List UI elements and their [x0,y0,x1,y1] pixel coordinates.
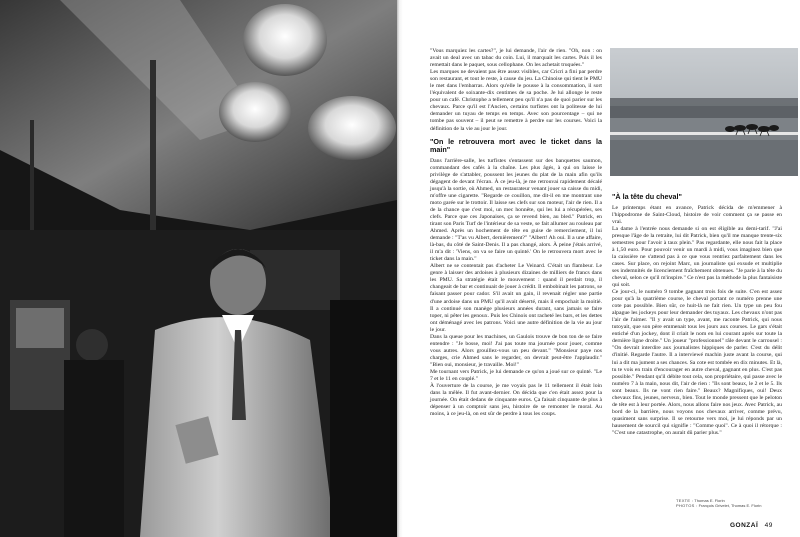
paragraph: Me tournant vers Patrick, je lui demande ce qu'on a joué sur ce quinté. "Le 7 et le 11 en couplé." [430,368,602,383]
bar-photograph-illustration [0,0,397,537]
race-photograph-illustration [610,48,798,176]
page-number: 49 [764,522,773,529]
article-credits [676,498,786,508]
magazine-name: GONZAÏ [730,522,759,529]
subheading-cheval: "À la tête du cheval" [612,192,682,201]
subheading-ticket: "On le retrouvera mort avec le ticket dans la main" [430,136,602,155]
paragraph: Dans l'arrière-salle, les turfistes s'entassent sur des banquettes saumon, commandant des cafés à la chaîne. Les plus âgés, à qui on laisse le privilège de s'attabler, poussent les jeunes du plat de la main afin qu'ils dégagent de devant l'écran. À ce jeu-là, je me retrouvai rapidement décalé jusqu'à la sortie, où Ahmed, un restaurateur venant jouer sa caisse du midi, m'offre une cigarette. "Regarde ce couillon, me dit-il en me montrant une moto garée sur le trottoir. Il laisse ses clefs sur son moteur, l'air de rien. Il a de la chance que c'est moi, un mec honnête, qui les lui a récupérées, ses clefs. Parce que ces Japonaises, ça se revend bien, au bled." Patrick, en tirant son Paris Turf de l'intérieur de sa veste, se fait allumer au rouleau par Ahmed. Après un hochement de tête en guise de remerciement, il lui demande : "T'as vu Albert, dernièrement?" "Albert! Ah oui. Il a une affaire, là-bas, du côté de Saint-Denis. Il a pas changé, alors. À peine j'étais arrivé, il m'a dit : 'Viens, on va se faire un quinté.' On le retrouvera mort avec le ticket dans la main." [430,157,602,263]
paragraph: "Vous marquiez les cartes?", je lui demande, l'air de rien. "Oh, non : on avait un deal avec un tabac du coin. Lui, il marquait les cartes. Puis il les remettait dans le paquet, sous cellophane. On les achetait truquées." [430,48,602,69]
paragraph: Le printemps étant en avance, Patrick décida de m'emmener à l'hippodrome de Saint-Cloud, histoire de voir comment ça se passe en vrai. [612,204,782,225]
credit-text-author: Thomas E. Florin [694,498,725,503]
paragraph: Albert ne se contentait pas d'acheter Le Veinard. C'était un flambeur. Le genre à laisser des ardoises à plusieurs dizaines de milliers de francs dans les PMU. Sa stratégie était le mouvement : quand il perdait trop, il changeait de bar et continuait de jouer à crédit. Il embobinait les patrons, se faisant passer pour cador. S'il avait un gain, il revenait régler une partie d'une ardoise dans un PMU qu'il avait déserté, mais il empochait la moitié. Il a continué son manège plusieurs années durant, sans jamais se faire toper, ni pêter les genoux. Puis les Chinois ont racheté les bars, et les dettes ont déménagé avec les patrons. Voici une autre définition de la vie au jour le jour. [430,263,602,333]
credit-photo-label: PHOTOS : [676,503,698,508]
race-photograph [610,48,798,176]
credit-photo-line [676,503,786,508]
paragraph: La dame à l'entrée nous demande si on est éligible au demi-tarif. "J'ai presque l'âge de la retraite, lui dit Patrick, bien qu'il me manque trente-six semestres pour l'avoir à taux plein." Pas regardante, elle nous fait la place à 1,50 euro. Pour pouvoir venir un mardi à midi, vous imaginez bien que la caissière ne s'attend pas à ce que vous rentriez parfaitement dans les cases. Sur place, on rejoint Marc, un journaliste qui exsude et multiplie ses indemnités de licenciement fraîchement obtenues. "Je parie à la tête du cheval, selon ce qu'il m'inspire." Ce n'est pas la méthode la plus fantaisiste qui soit. [612,225,782,289]
text-column-2 [612,188,782,437]
page-folio [730,522,773,529]
paragraph: Les marques ne devaient pas être assez visibles, car Cricri a fini par perdre son restaurant, et tout le reste, à cause du jeu. La Chinoise qui tient le PMU le met dans l'embarras. Alors qu'elle le pousse à la consommation, il sort l'équivalent de soixante-dix centimes de sa poche. Je lui allonge le reste pour un café. Christophe a tellement peu qu'il n'a pas de quoi parier sur les chevaux. Parce qu'il est l'Ancien, certains turfistes ont la politesse de lui demander un tuyau de temps en temps. Avec son pourcentage – qui ne tombe pas souvent – il peut se remettre à perdre sur les courses. Voici la définition de la vie au jour le jour. [430,69,602,132]
text-column-1 [430,48,602,418]
paragraph: À l'ouverture de la course, je me voyais pas le 11 tellement il était loin dans la mêlée. Il fut avant-dernier. On décida que c'en était assez pour la journée. On était dedans de cinquante euros. Ça faisait cinquante de plus à dépenser à un comptoir sans jeu, histoire de se remonter le moral. Au moins, à ce jeu-là, on est sûr de perdre à tous les coups. [430,383,602,418]
credit-photo-author: François Grivelet, Thomas E. Florin [698,503,762,508]
paragraph: Dans la queue pour les machines, un Gaulois trouve de bon ton de se faire entendre : "Je bosse, moi! J'ai pas toute ma journée pour jouer, comme vous autres. Alors grouillez-vous un peu devant." "Monsieur paye nos charges, crie Ahmed sans le regarder, on devrait peut-être l'applaudir." "Bien oui, monsieur, je travaille. Moi!" [430,333,602,368]
credit-text-label: TEXTE : [676,498,694,503]
page-gutter [397,0,403,537]
bar-photograph [0,0,397,537]
paragraph: Ce jour-ci, le numéro 9 tombe gagnant trois fois de suite. C'en est assez pour qu'à la quatrième course, le cheval portant ce numéro prenne une cote pas possible. Bien sûr, ce huit-là ne fait rien. Un type un peu fou alpague les jockeys pour leur demander des tuyaux. Les chevaux n'ont pas l'air de l'aimer. "Il y avait un type, avant, me raconte Patrick, qui nous tutoyait, que son père emmenait tous les jours aux courses. Le gars s'était entiché d'un jockey, dont il criait le nom en lui courant après sur toute la dernière ligne droite." Un joueur "professionnel" râle devant le carrousel : "On devrait interdire aux journalistes hippiques de parler. C'est du délit d'initié. Regarde l'autre. Il a interviewé machin juste avant la course, qui lui a dit ma jument a ses chances. Sa cote est tombée en dix minutes. Et là, tu te vois en train d'encourager en autre cheval, gagnant en plus. C'est pas possible." Pendant qu'il débite tout cela, son propriétaire, qui passe avec le numéro 7 à la main, nous dit, l'air de rien : "Ils sont beaux, le 2 et le 5. Ils sont beaux. Ils ne vont rien faire." Beaux? Magnifiques, oui! Deux chevaux fins, jeunes, nerveux, bien. Tout le monde pressent que le peloton de tête est à leur portée. Alors, nous allons faire nos jeux. Avec Patrick, au bord de la barrière, nous voyons nos chevaux arriver, comme prévu, quasiment sans surprise. Il se retourne vers moi, je lui réponds par un hausement de sourcil qui signifie : "Comme quoi". Ce à quoi il rétorque : "C'est une catastrophe, on aurait dû parier plus." [612,289,782,436]
